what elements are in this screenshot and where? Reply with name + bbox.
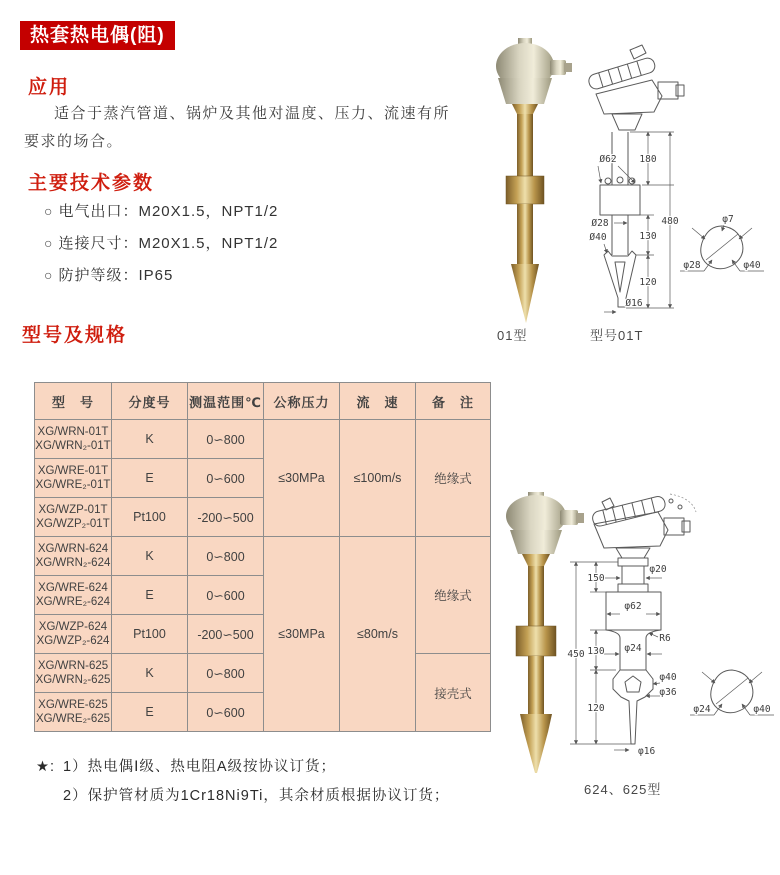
graduation-cell: E	[112, 459, 188, 498]
dim-label: φ24	[624, 643, 642, 654]
dim-label: φ62	[624, 601, 642, 612]
header-model: 型 号	[35, 383, 112, 420]
model-cell: XG/WZP-624 XG/WZP₂-624	[35, 615, 112, 654]
header-note: 备 注	[416, 383, 491, 420]
table-row	[35, 654, 491, 693]
model-cell: XG/WRN-624 XG/WRN₂-624	[35, 537, 112, 576]
dim-label: φ40	[743, 260, 761, 271]
figure-label-drawing-01t: 型号01T	[590, 328, 644, 343]
cross-section-01t	[680, 214, 764, 271]
model-cell: XG/WRE-624 XG/WRE₂-624	[35, 576, 112, 615]
dim-label: 480	[661, 216, 679, 227]
dim-label: 120	[639, 277, 657, 288]
flow-cell: ≤100m/s	[340, 420, 416, 537]
note-cell: 绝缘式	[416, 420, 491, 537]
dimension-drawing-624	[558, 488, 778, 778]
dim-label: 130	[639, 231, 657, 242]
range-cell: 0∽800	[188, 420, 264, 459]
dim-label: Ø40	[589, 232, 607, 243]
figure-label-drawing-624: 624、625型	[584, 782, 662, 797]
model-cell: XG/WRN-625 XG/WRN₂-625	[35, 654, 112, 693]
section-heading-models: 型号及规格	[22, 325, 128, 346]
header-pressure: 公称压力	[264, 383, 340, 420]
range-cell: 0∽800	[188, 654, 264, 693]
header-range: 测温范围℃	[188, 383, 264, 420]
drawing-01t-outline	[587, 45, 684, 307]
dim-label: 130	[587, 646, 605, 657]
dim-label: 150	[587, 573, 605, 584]
dim-label: Ø28	[591, 218, 609, 229]
parameter-item	[44, 232, 278, 253]
note-cell: 接壳式	[416, 654, 491, 732]
graduation-cell: Pt100	[112, 498, 188, 537]
parameter-item	[44, 200, 278, 221]
model-cell: XG/WRE-01T XG/WRE₂-01T	[35, 459, 112, 498]
model-cell: XG/WRE-625 XG/WRE₂-625	[35, 693, 112, 732]
circle-bullet-icon: ○	[44, 202, 54, 219]
table-row	[35, 537, 491, 576]
range-cell: -200∽500	[188, 615, 264, 654]
dim-label: 120	[587, 703, 605, 714]
dim-label: R6	[659, 633, 671, 644]
parameter-text: 电气出口：M20X1.5，NPT1/2	[58, 203, 279, 220]
footnotes	[36, 757, 449, 815]
dim-label: φ7	[722, 214, 734, 225]
section-heading-parameters: 主要技术参数	[28, 173, 155, 194]
range-cell: 0∽600	[188, 576, 264, 615]
spec-table	[34, 382, 491, 732]
thermocouple-photo-01-art	[496, 38, 572, 323]
model-cell: XG/WZP-01T XG/WZP₂-01T	[35, 498, 112, 537]
dim-label: 180	[639, 154, 657, 165]
dim-label: Ø16	[625, 298, 643, 309]
graduation-cell: E	[112, 576, 188, 615]
graduation-cell: K	[112, 654, 188, 693]
pressure-cell: ≤30MPa	[264, 420, 340, 537]
footnote-line	[36, 757, 449, 778]
graduation-cell: Pt100	[112, 615, 188, 654]
thermocouple-photo-01	[470, 36, 580, 328]
note-cell: 绝缘式	[416, 537, 491, 654]
section-heading-application: 应用	[28, 77, 71, 98]
circle-bullet-icon: ○	[44, 266, 54, 283]
graduation-cell: E	[112, 693, 188, 732]
dim-label: φ40	[659, 672, 677, 683]
pressure-cell: ≤30MPa	[264, 537, 340, 732]
drawing-624-outline	[591, 494, 696, 744]
range-cell: -200∽500	[188, 498, 264, 537]
circle-bullet-icon: ○	[44, 234, 54, 251]
star-footnote-marker: ★:	[36, 759, 56, 775]
graduation-cell: K	[112, 537, 188, 576]
header-graduation: 分度号	[112, 383, 188, 420]
model-cell: XG/WRN-01T XG/WRN₂-01T	[35, 420, 112, 459]
page-title: 热套热电偶(阻)	[20, 21, 175, 50]
table-row	[35, 420, 491, 459]
table-header-row	[35, 383, 491, 420]
range-cell: 0∽600	[188, 693, 264, 732]
flow-cell: ≤80m/s	[340, 537, 416, 732]
dim-label: φ28	[683, 260, 701, 271]
dim-label: φ16	[638, 746, 656, 757]
footnote-line	[36, 786, 449, 807]
dim-label: φ24	[693, 704, 711, 715]
dim-label: Ø62	[599, 154, 617, 165]
graduation-cell: K	[112, 420, 188, 459]
header-flow: 流 速	[340, 383, 416, 420]
parameter-item	[44, 264, 278, 285]
dim-label: φ40	[753, 704, 771, 715]
dim-label: φ20	[649, 564, 667, 575]
figure-label-photo-01: 01型	[497, 328, 528, 343]
footnote-text: 1）热电偶Ⅰ级、热电阻A级按协议订货；	[63, 759, 337, 775]
dimension-drawing-01t	[578, 40, 778, 322]
dim-label: φ36	[659, 687, 677, 698]
range-cell: 0∽800	[188, 537, 264, 576]
parameter-list	[44, 200, 278, 296]
application-text: 适合于蒸汽管道、锅炉及其他对温度、压力、流速有所要求的场合。	[24, 105, 451, 150]
footnote-text: 2）保护管材质为1Cr18Ni9Ti，其余材质根据协议订货；	[63, 788, 450, 804]
range-cell: 0∽600	[188, 459, 264, 498]
cross-section-624	[690, 670, 774, 715]
parameter-text: 连接尺寸：M20X1.5，NPT1/2	[58, 235, 279, 252]
parameter-text: 防护等级：IP65	[58, 267, 174, 284]
dim-label: 450	[567, 649, 585, 660]
